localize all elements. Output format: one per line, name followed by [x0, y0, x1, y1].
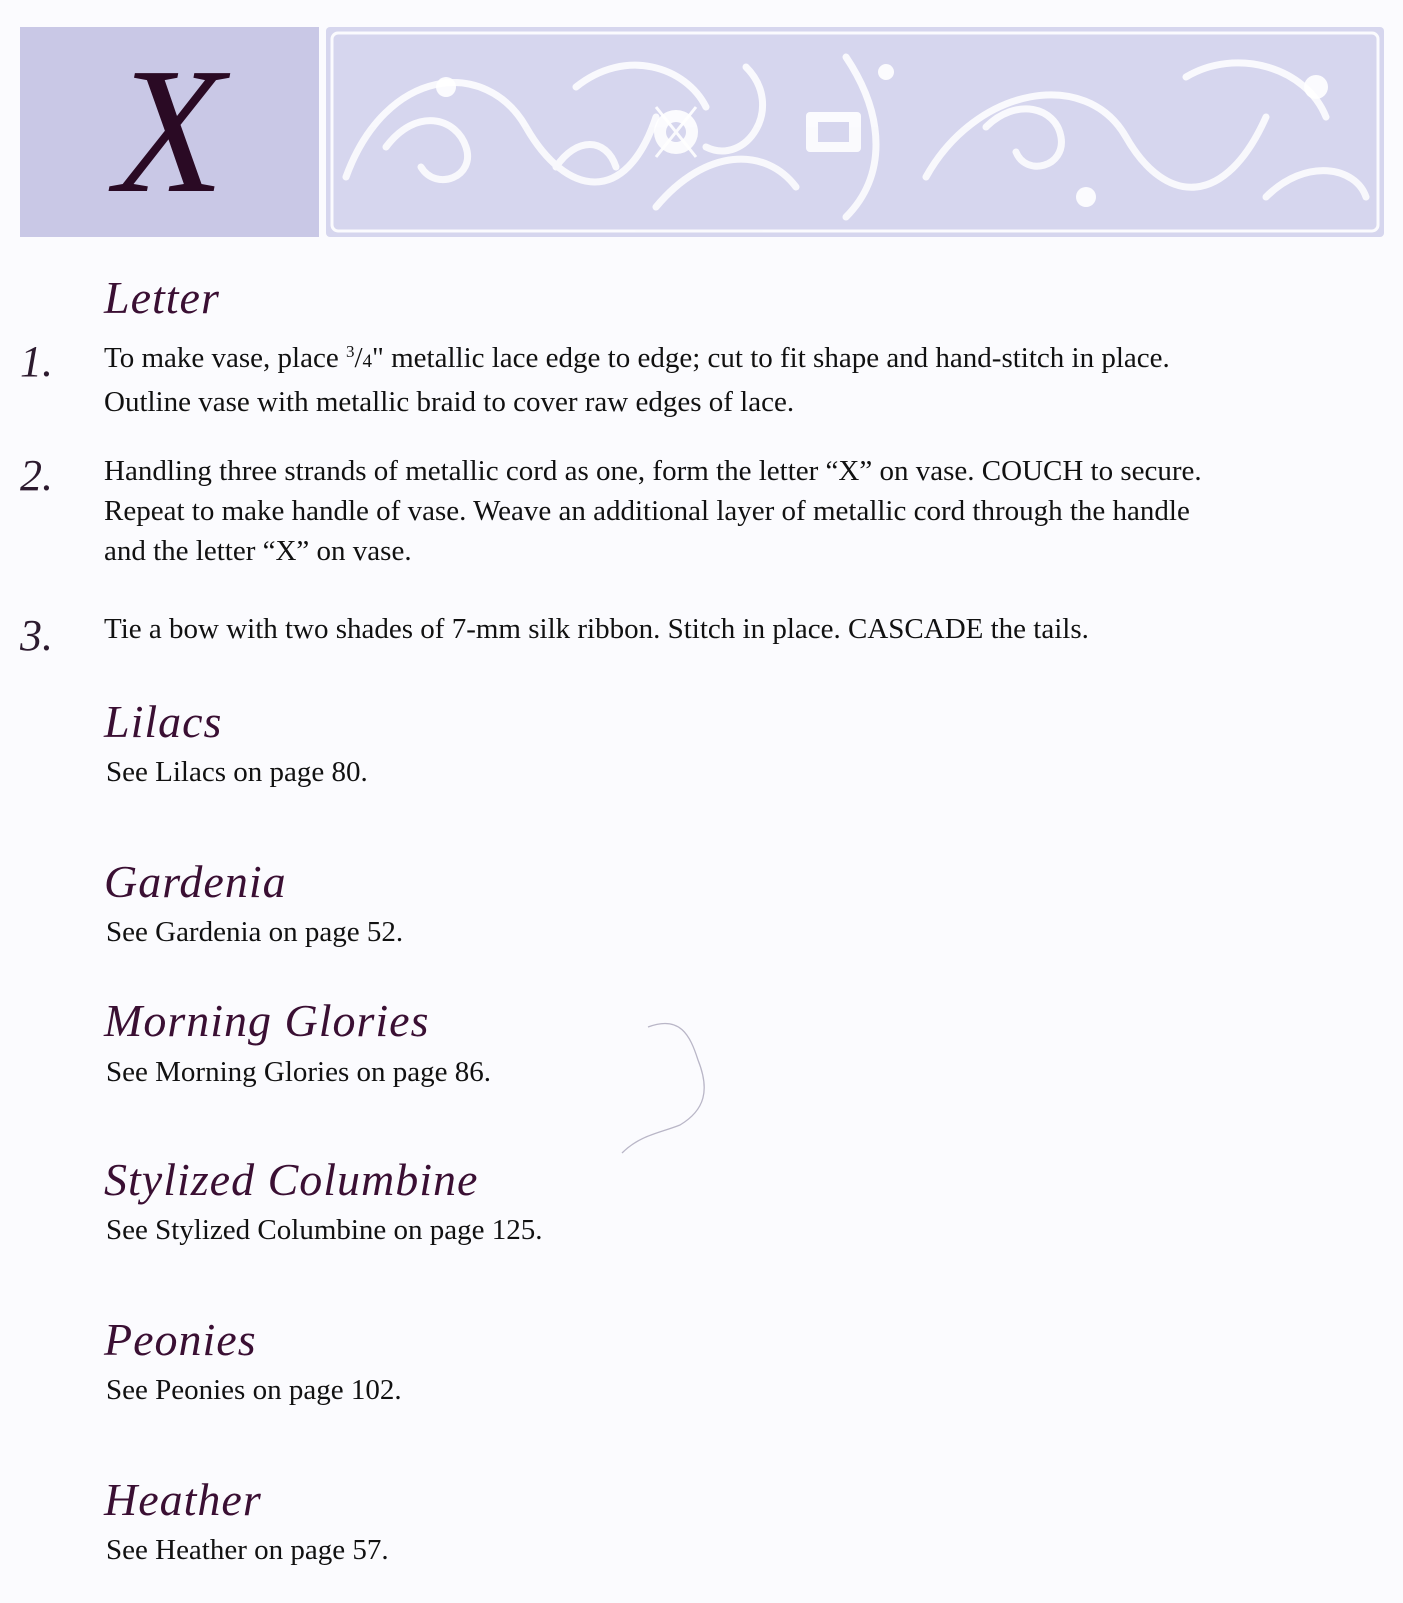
heading-heather: Heather	[104, 1474, 262, 1525]
section-title-letter: Letter	[104, 272, 220, 323]
ref-heather: See Heather on page 57.	[106, 1534, 389, 1566]
ornamental-border	[326, 27, 1384, 237]
step-3-line-1: Tie a bow with two shades of 7-mm silk ribbon. Stitch in place. CASCADE the tails.	[104, 613, 1089, 645]
step-1-text-before: To make vase, place	[104, 342, 346, 374]
heading-stylized-columbine: Stylized Columbine	[104, 1154, 479, 1205]
step-1-text	[104, 332, 1394, 422]
ref-gardenia: See Gardenia on page 52.	[106, 916, 404, 948]
step-number-2: 2.	[20, 451, 53, 500]
step-1-line-1: To make vase, place $^3$/4" metallic lace edge to edge; cut to fit shape and hand-stitch in place.	[104, 342, 1170, 374]
step-1-line-2: Outline vase with metallic braid to cover raw edges of lace.	[104, 386, 795, 418]
ref-stylized-columbine: See Stylized Columbine on page 125.	[106, 1214, 543, 1246]
step-2-line-3: and the letter “X” on vase.	[104, 535, 412, 567]
heading-lilacs: Lilacs	[104, 696, 223, 747]
step-number-3: 3.	[20, 611, 53, 660]
heading-gardenia: Gardenia	[104, 856, 287, 907]
step-number-1: 1.	[20, 337, 53, 386]
page-letter: X	[114, 31, 225, 230]
letter-header-box	[20, 27, 319, 237]
step-1-text-after: " metallic lace edge to edge; cut to fit shape and hand-stitch in place.	[372, 342, 1170, 374]
ref-morning-glories: See Morning Glories on page 86.	[106, 1056, 491, 1088]
ref-lilacs: See Lilacs on page 80.	[106, 756, 368, 788]
stray-thread-icon	[620, 1015, 730, 1155]
heading-peonies: Peonies	[104, 1314, 257, 1365]
ornament-scroll-icon	[326, 27, 1384, 237]
fraction-numerator: 3	[345, 342, 355, 361]
ref-peonies: See Peonies on page 102.	[106, 1374, 402, 1406]
heading-morning-glories: Morning Glories	[104, 995, 430, 1046]
step-2-text	[104, 451, 1394, 571]
step-2-line-1: Handling three strands of metallic cord as one, form the letter “X” on vase. COUCH to secure.	[104, 455, 1202, 487]
step-3-text	[104, 609, 1394, 649]
fraction-denominator: 4	[362, 351, 373, 372]
step-2-line-2: Repeat to make handle of vase. Weave an additional layer of metallic cord through the handle	[104, 495, 1190, 527]
